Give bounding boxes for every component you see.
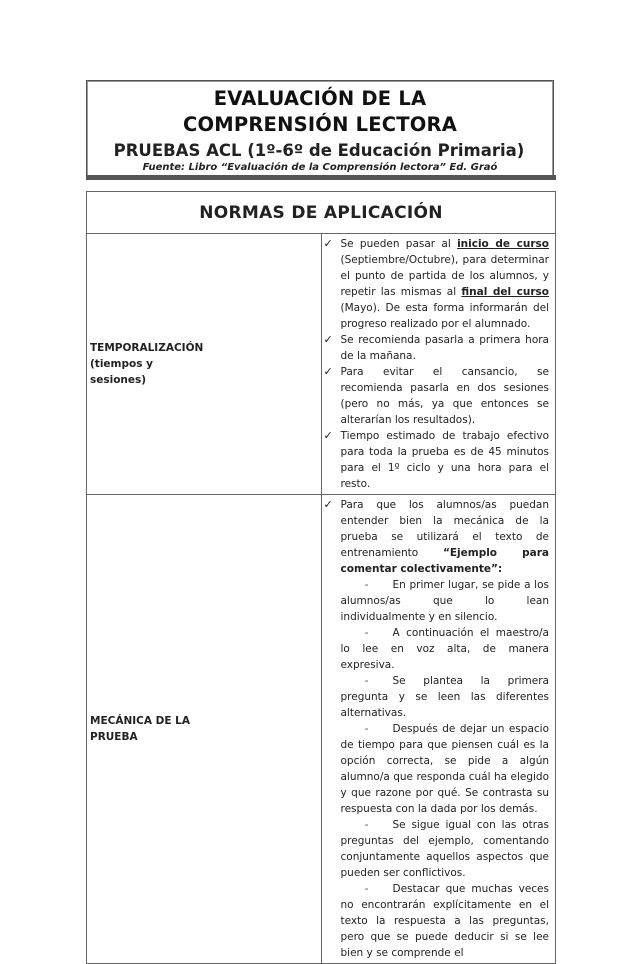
underlined-text: inicio de curso (457, 238, 549, 250)
row-label-mecanica (87, 495, 322, 964)
bullet-text (341, 497, 550, 577)
label-line: MECÁNICA DE LA (90, 715, 190, 727)
dash-icon: - (364, 819, 369, 831)
row-content-mecanica (321, 495, 556, 964)
norms-table (86, 191, 556, 964)
table-heading: NORMAS DE APLICACIÓN (87, 192, 556, 234)
text-run: Para que los alumnos/as puedan entender bien la mecánica de la prueba se utilizará el texto de entrenamiento (340, 499, 549, 559)
bullet-text: Se recomienda pasarla a primera hora de la mañana. (340, 334, 549, 362)
label-line: TEMPORALIZACIÓN (90, 342, 204, 354)
dash-icon: - (364, 883, 369, 895)
list-item (324, 497, 550, 577)
check-icon: ✓ (323, 498, 333, 511)
sub-text: Después de dejar un espacio de tiempo para que piensen cuál es la opción correcta, se pide a algún alumno/a que responda cuál ha elegido y que razone por qué. Se contrasta su respuesta con la dada por los demás. (340, 723, 549, 815)
title-line-2: COMPRENSIÓN LECTORA (182, 113, 458, 136)
sub-item (341, 721, 550, 817)
check-icon: ✓ (323, 365, 333, 378)
sub-text: A continuación el maestro/a lo lee en voz alta, de manera expresiva. (340, 627, 549, 671)
sub-list (324, 577, 550, 961)
bullet-text: Tiempo estimado de trabajo efectivo para toda la prueba es de 45 minutos para el 1º ciclo y una hora para el resto. (340, 430, 549, 490)
bullet-text: Para evitar el cansancio, se recomienda pasarla en dos sesiones (pero no más, ya que entonces se alterarían los resultados). (340, 366, 549, 426)
sub-item (341, 577, 550, 625)
sub-item (341, 817, 550, 881)
sub-text: Destacar que muchas veces no encontrarán explícitamente en el texto la respuesta a las preguntas, pero que se puede deducir si se lee bien y se comprende el (340, 883, 549, 959)
sub-text: Se sigue igual con las otras preguntas del ejemplo, comentando conjuntamente aquellos aspectos que pueden ser conflictivos. (340, 819, 549, 879)
check-icon: ✓ (323, 429, 333, 442)
sub-item (341, 881, 550, 961)
text-run: (Mayo). De esta forma informarán del progreso realizado por el alumnado. (340, 302, 549, 330)
dash-icon: - (364, 579, 369, 591)
bullet-text (341, 236, 550, 332)
dash-icon: - (364, 627, 369, 639)
sub-item (341, 625, 550, 673)
document-header (86, 80, 554, 178)
list-item (324, 332, 550, 364)
list-item (324, 236, 550, 332)
title-line-1: EVALUACIÓN DE LA (213, 87, 427, 110)
bold-text: : (497, 563, 503, 575)
text-run: Se pueden pasar al (340, 238, 458, 250)
label-line: PRUEBA (90, 731, 138, 743)
table-row (87, 495, 556, 964)
sub-text: Se plantea la primera pregunta y se leen las diferentes alternativas. (340, 675, 549, 719)
sub-text: En primer lugar, se pide a los alumnos/as que lo lean individualmente y en silencio. (340, 579, 549, 623)
row-label-temporalizacion (87, 234, 322, 495)
subtitle: PRUEBAS ACL (1º-6º de Educación Primaria) (113, 141, 525, 160)
dash-icon: - (364, 675, 369, 687)
sub-item (341, 673, 550, 721)
underlined-text: final del curso (461, 286, 549, 298)
title-box (86, 80, 554, 178)
check-icon: ✓ (323, 333, 333, 346)
label-line: (tiempos y (90, 358, 153, 370)
text-run: (Septiembre/Octubre), para determinar el punto de partida de los alumnos, y repetir las mismas al (340, 254, 549, 298)
row-content-temporalizacion (321, 234, 556, 495)
source-note: Fuente: Libro “Evaluación de la Comprensión lectora” Ed. Graó (142, 162, 498, 173)
label-line: sesiones) (90, 374, 147, 386)
list-item (324, 428, 550, 492)
list-item (324, 364, 550, 428)
table-row (87, 234, 556, 495)
header-divider (86, 175, 556, 180)
bold-text: “Ejemplo para comentar colectivamente” (340, 547, 549, 575)
check-icon: ✓ (323, 237, 333, 250)
dash-icon: - (364, 723, 369, 735)
